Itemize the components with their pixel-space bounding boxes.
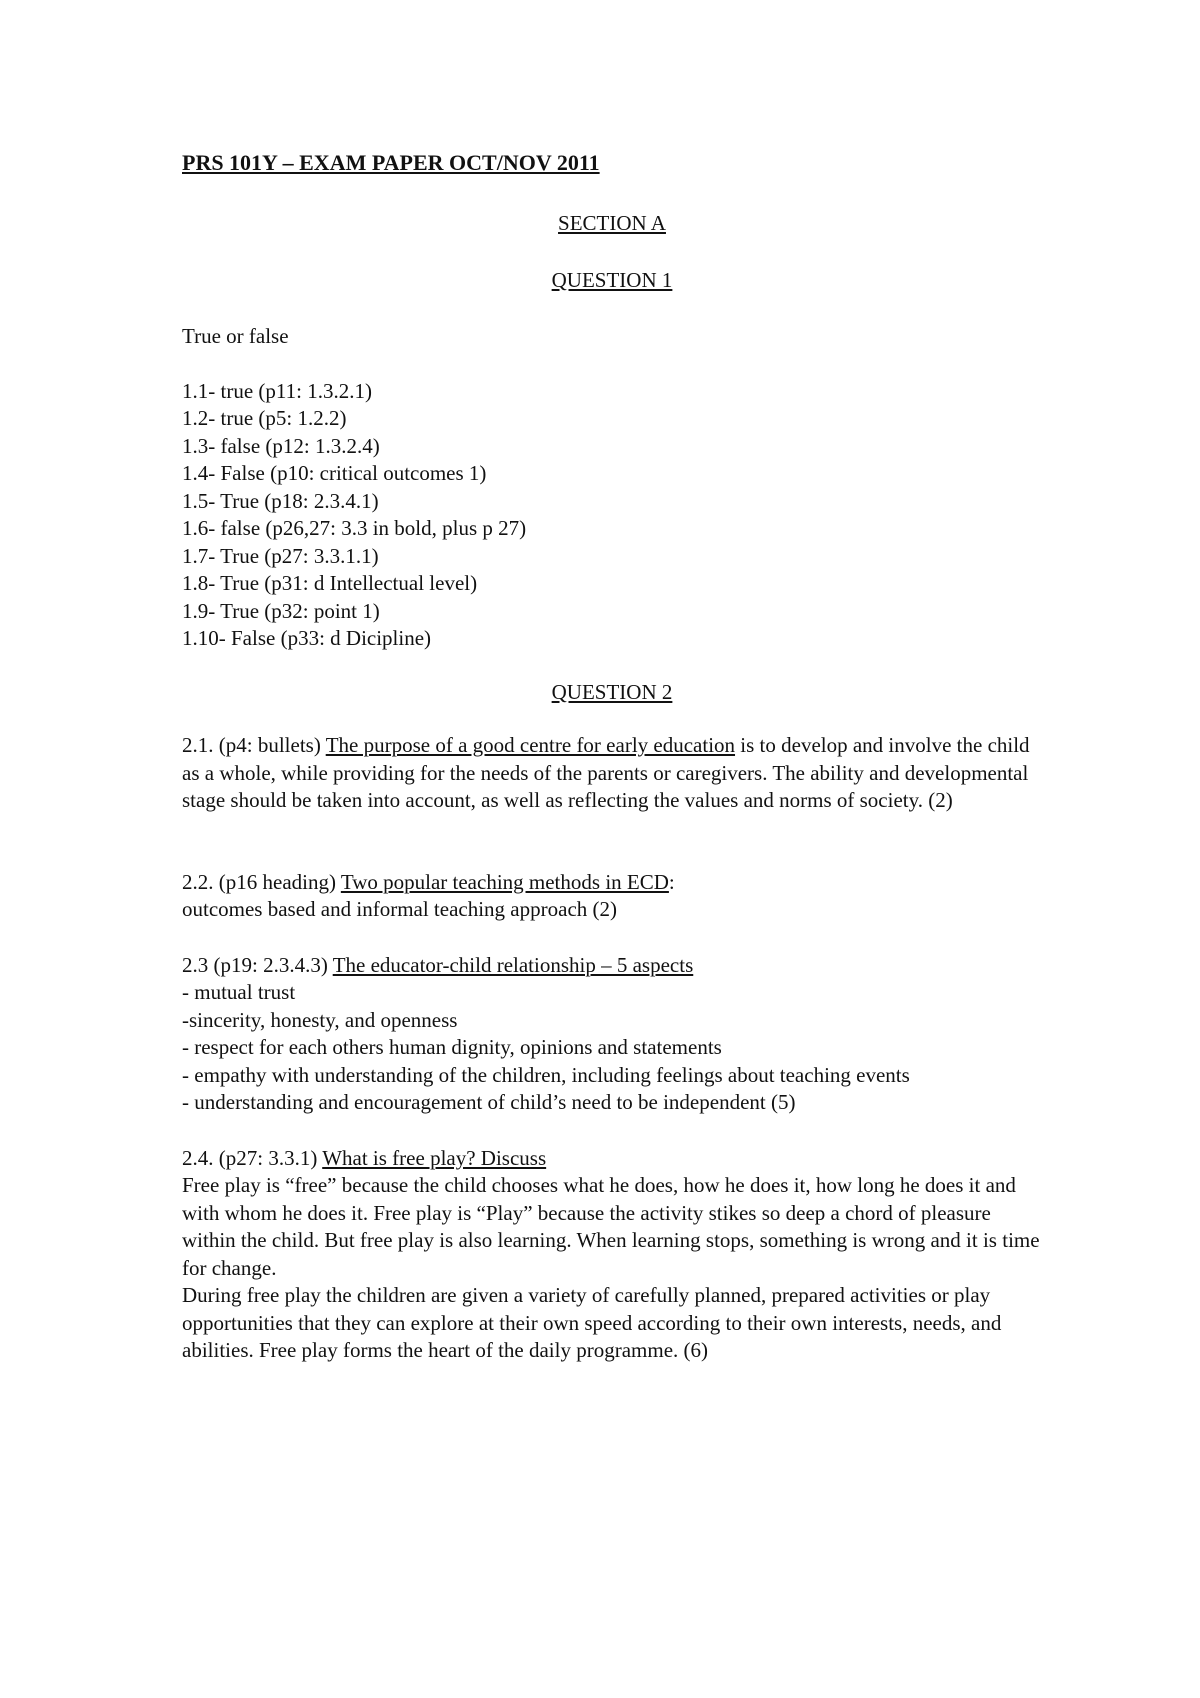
answer-line: 1.4- False (p10: critical outcomes 1) [182, 461, 487, 485]
answer-line: 1.6- false (p26,27: 3.3 in bold, plus p 27) [182, 516, 527, 540]
document-title: PRS 101Y – EXAM PAPER OCT/NOV 2011 [182, 150, 600, 175]
question-1-heading: QUESTION 1 [551, 267, 673, 292]
question-1-intro: True or false [182, 324, 289, 348]
list-item: - mutual trust [182, 980, 296, 1004]
list-item: - empathy with understanding of the children, including feelings about teaching events [182, 1062, 910, 1087]
answer-2-1-topic: The purpose of a good centre for early education [325, 733, 736, 757]
list-item: -sincerity, honesty, and openness [182, 1007, 458, 1032]
document-content [182, 148, 1042, 1365]
answer-2-4-prefix: 2.4. (p27: 3.3.1) [182, 1145, 323, 1170]
answer-2-2-suffix: : [668, 869, 675, 894]
question-2-heading: QUESTION 2 [551, 679, 673, 704]
answer-2-3-prefix: 2.3 (p19: 2.3.4.3) [182, 952, 333, 977]
answer-2-4-heading [182, 1145, 1042, 1173]
answer-2-1-body: is to develop and involve the child as a whole, while providing for the needs of the parents or caregivers. The ability and developmental stage should be taken into account, as well as reflecting the values and norms of society. (2) [182, 733, 1030, 812]
answer-2-4-paragraph-1: Free play is “free” because the child chooses what he does, how he does it, how long he does it and with whom he does it. Free play is “Play” because the activity stikes so deep a chord of pleasure within the child. But free play is also learning. When learning stops, something is wrong and it is time for change. [182, 1173, 1040, 1280]
answer-2-2-body: outcomes based and informal teaching approach (2) [182, 897, 618, 921]
question-1-answer-list [182, 378, 1042, 653]
answer-2-2-heading [182, 869, 1042, 897]
answer-2-3-topic: The educator-child relationship – 5 aspects [332, 952, 694, 977]
section-heading: SECTION A [558, 211, 666, 235]
answer-2-3-heading [182, 952, 1042, 980]
answer-2-1-prefix: 2.1. (p4: bullets) [182, 733, 326, 757]
answer-line: 1.8- True (p31: d Intellectual level) [182, 571, 478, 595]
answer-line: 1.1- true (p11: 1.3.2.1) [182, 378, 372, 403]
answer-line: 1.9- True (p32: point 1) [182, 598, 380, 623]
answer-line: 1.2- true (p5: 1.2.2) [182, 406, 347, 430]
answer-line: 1.7- True (p27: 3.3.1.1) [182, 543, 379, 568]
answer-2-4-paragraph-2: During free play the children are given a variety of carefully planned, prepared activities or play opportunities that they can explore at their own speed according to their own interests, needs, and abilities. Free play forms the heart of the daily programme. (6) [182, 1283, 1002, 1362]
answer-2-2-prefix: 2.2. (p16 heading) [182, 869, 341, 894]
list-item: - respect for each others human dignity, opinions and statements [182, 1035, 722, 1059]
answer-line: 1.3- false (p12: 1.3.2.4) [182, 433, 380, 458]
answer-2-2-topic: Two popular teaching methods in ECD [340, 869, 669, 894]
answer-2-4-topic: What is free play? Discuss [322, 1145, 547, 1170]
answer-line: 1.5- True (p18: 2.3.4.1) [182, 488, 379, 513]
answer-line: 1.10- False (p33: d Dicipline) [182, 626, 432, 650]
answer-2-3-list [182, 979, 1042, 1117]
list-item: - understanding and encouragement of child’s need to be independent (5) [182, 1090, 796, 1114]
answer-2-1 [182, 732, 1042, 815]
